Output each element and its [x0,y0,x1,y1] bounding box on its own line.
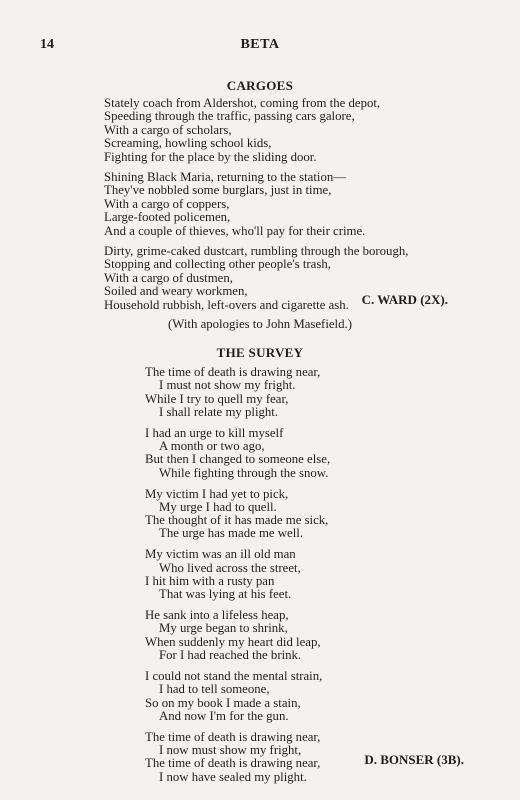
poem-line: My urge began to shrink, [159,621,288,636]
apology-note: (With apologies to John Masefield.) [168,317,352,331]
poem-line: While I try to quell my fear, [145,391,289,406]
stanza [145,548,330,601]
poem-line: The time of death is drawing near, [145,756,321,771]
poem-title-survey: THE SURVEY [216,345,304,360]
stanza [145,731,330,784]
poem-line: So on my book I made a stain, [145,695,301,710]
poem-line: My victim was an ill old man [145,547,296,562]
poem-line: They've nobbled some burglars, just in time, [104,183,332,198]
poem-line: My urge I had to quell. [159,499,277,514]
poem-survey [145,366,330,784]
poem-line: I now must show my fright, [159,742,302,757]
poem-line: With a cargo of scholars, [104,122,232,137]
stanza [145,366,330,419]
poem-cargoes [104,97,408,312]
stanza [145,670,330,723]
page-header [0,37,520,57]
author-attribution: C. WARD (2X). [361,292,448,307]
poem-line: That was lying at his feet. [159,587,292,602]
poem-line: Household rubbish, left-overs and cigarette ash. [104,297,349,312]
poem-title-cargoes: CARGOES [226,78,294,93]
poem-line: I shall relate my plight. [159,404,279,419]
poem-line: I must not show my fright. [159,378,296,393]
poem-line: Speeding through the traffic, passing cars galore, [104,109,355,124]
poem-line: Who lived across the street, [159,560,301,575]
poem-line: He sank into a lifeless heap, [145,608,289,623]
poem-line: With a cargo of dustmen, [104,270,233,285]
stanza [145,427,330,480]
poem-line: For I had reached the brink. [159,648,302,663]
stanza [145,488,330,541]
author-attribution: D. BONSER (3B). [364,752,464,767]
poem-line: I now have sealed my plight. [159,769,307,784]
poem-line: Screaming, howling school kids, [104,136,272,151]
poem-line: Stately coach from Aldershot, coming from the depot, [104,96,381,110]
poem-line: While fighting through the snow. [159,465,329,480]
poem-line: My victim I had yet to pick, [145,486,289,501]
poem-line: I had an urge to kill myself [145,425,284,440]
poem-line: But then I changed to someone else, [145,452,331,467]
poem-line: Soiled and weary workmen, [104,284,248,299]
poem-line: The time of death is drawing near, [145,365,321,379]
poem-line: I hit him with a rusty pan [145,573,275,588]
poem-line: Shining Black Maria, returning to the station— [104,170,347,185]
poem-line: I could not stand the mental strain, [145,668,323,683]
poem-line: Large-footed policemen, [104,210,231,225]
poem-line: A month or two ago, [159,439,265,454]
poem-line: And a couple of thieves, who'll pay for their crime. [104,223,366,238]
stanza [145,609,330,662]
poem-line: Fighting for the place by the sliding door. [104,149,317,164]
poem-line: And now I'm for the gun. [159,708,289,723]
poem-line: With a cargo of coppers, [104,196,230,211]
stanza [104,97,408,164]
poem-line: Stopping and collecting other people's trash, [104,257,331,272]
poem-line: The urge has made me well. [159,526,304,541]
poem-line: The thought of it has made me sick, [145,513,329,528]
poem-line: The time of death is drawing near, [145,729,321,744]
stanza [104,171,408,238]
running-title: BETA [240,37,280,52]
poem-line: When suddenly my heart did leap, [145,634,321,649]
page-number: 14 [40,37,54,52]
poem-line: I had to tell someone, [159,682,270,697]
poem-line: Dirty, grime-caked dustcart, rumbling through the borough, [104,244,409,259]
